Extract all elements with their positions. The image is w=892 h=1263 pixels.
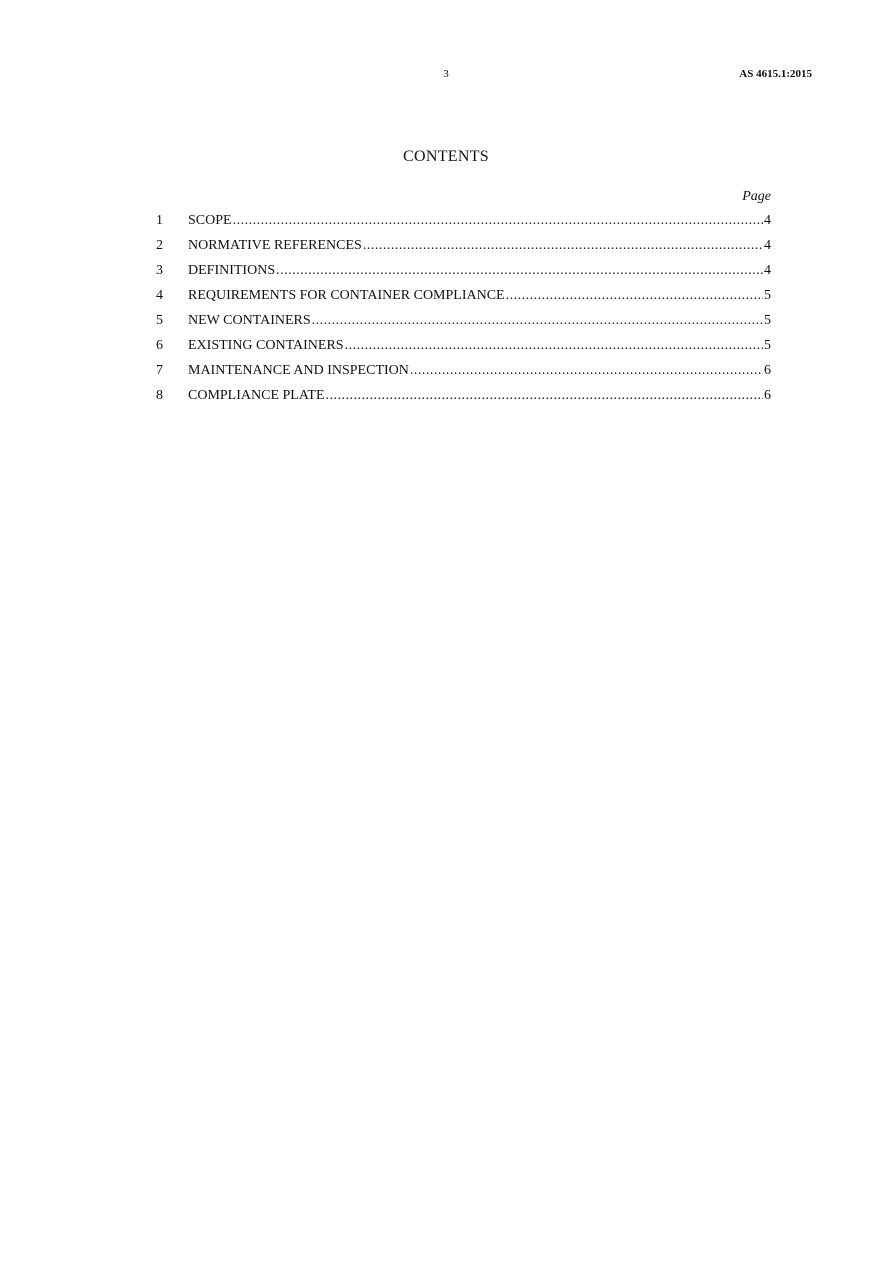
toc-entry-maintenance[interactable] bbox=[156, 363, 771, 388]
toc-entry-page: 5 bbox=[764, 288, 771, 303]
dot-leader bbox=[276, 263, 763, 279]
toc-entry-title: EXISTING CONTAINERS bbox=[188, 338, 344, 353]
toc-entry-title: MAINTENANCE AND INSPECTION bbox=[188, 363, 409, 378]
dot-leader bbox=[326, 388, 763, 404]
toc-entry-number: 7 bbox=[156, 363, 163, 378]
dot-leader bbox=[312, 313, 763, 329]
toc-entry-title: SCOPE bbox=[188, 213, 232, 228]
toc-entry-title: COMPLIANCE PLATE bbox=[188, 388, 325, 403]
dot-leader bbox=[345, 338, 763, 354]
toc-entry-normative-references[interactable] bbox=[156, 238, 771, 263]
toc-entry-page: 6 bbox=[764, 388, 771, 403]
toc-entry-page: 4 bbox=[764, 238, 771, 253]
page-column-label: Page bbox=[742, 189, 771, 204]
toc-entry-title: NORMATIVE REFERENCES bbox=[188, 238, 362, 253]
table-of-contents bbox=[156, 213, 771, 413]
document-id: AS 4615.1:2015 bbox=[739, 68, 812, 80]
toc-entry-number: 3 bbox=[156, 263, 163, 278]
dot-leader bbox=[410, 363, 763, 379]
toc-entry-page: 4 bbox=[764, 263, 771, 278]
toc-entry-page: 6 bbox=[764, 363, 771, 378]
toc-entry-number: 8 bbox=[156, 388, 163, 403]
toc-entry-page: 5 bbox=[764, 338, 771, 353]
toc-entry-number: 4 bbox=[156, 288, 163, 303]
toc-entry-new-containers[interactable] bbox=[156, 313, 771, 338]
dot-leader bbox=[506, 288, 763, 304]
toc-entry-number: 2 bbox=[156, 238, 163, 253]
toc-entry-existing-containers[interactable] bbox=[156, 338, 771, 363]
toc-entry-number: 6 bbox=[156, 338, 163, 353]
toc-entry-number: 5 bbox=[156, 313, 163, 328]
page-number: 3 bbox=[443, 68, 449, 80]
toc-entry-page: 5 bbox=[764, 313, 771, 328]
toc-entry-number: 1 bbox=[156, 213, 163, 228]
dot-leader bbox=[233, 213, 763, 229]
contents-heading: CONTENTS bbox=[403, 148, 489, 165]
toc-entry-scope[interactable] bbox=[156, 213, 771, 238]
toc-entry-definitions[interactable] bbox=[156, 263, 771, 288]
toc-entry-compliance-plate[interactable] bbox=[156, 388, 771, 413]
dot-leader bbox=[363, 238, 763, 254]
toc-entry-title: NEW CONTAINERS bbox=[188, 313, 311, 328]
toc-entry-title: REQUIREMENTS FOR CONTAINER COMPLIANCE bbox=[188, 288, 505, 303]
toc-entry-title: DEFINITIONS bbox=[188, 263, 276, 278]
toc-entry-requirements[interactable] bbox=[156, 288, 771, 313]
toc-entry-page: 4 bbox=[764, 213, 771, 228]
